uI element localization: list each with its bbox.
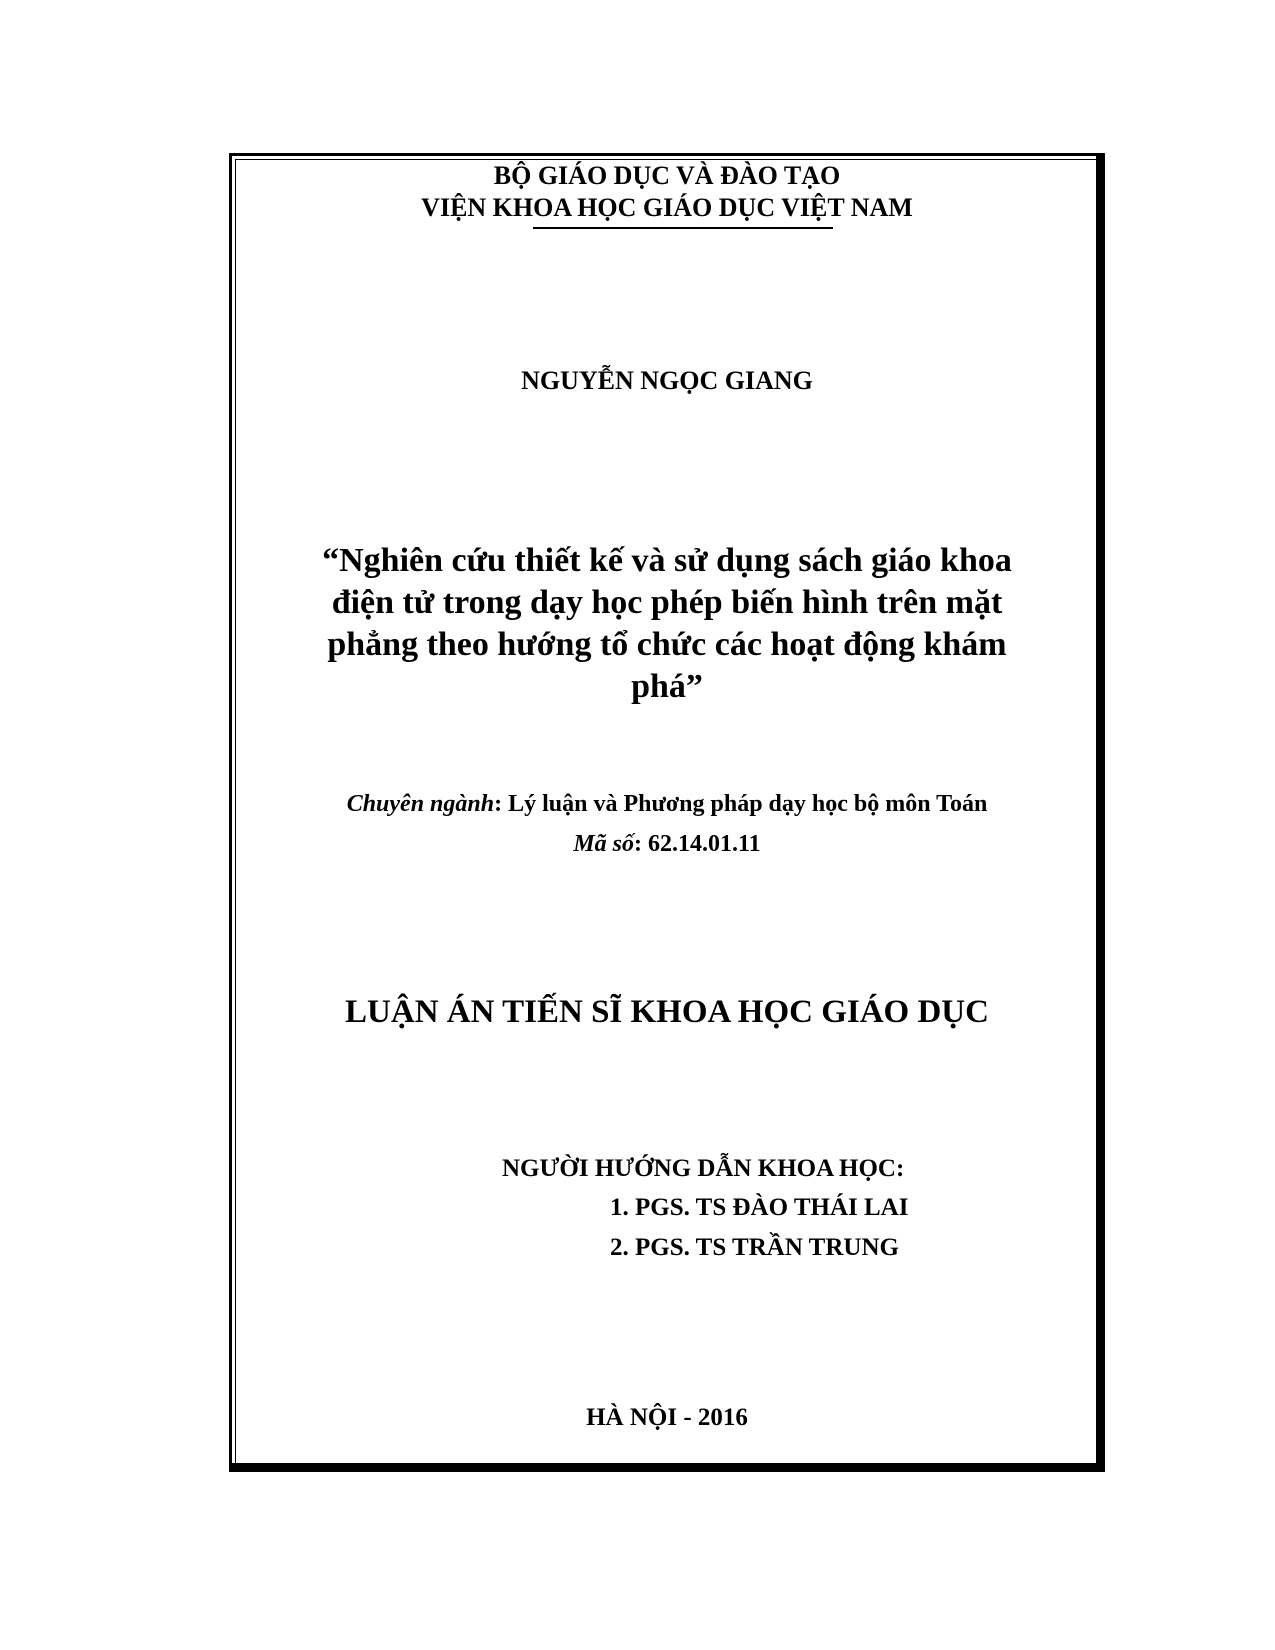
thesis-title-line-2: điện tử trong dạy học phép biến hình trên mặt <box>331 584 1003 621</box>
specialization-value: : Lý luận và Phương pháp dạy học bộ môn Toán <box>494 791 988 817</box>
institute-name: VIỆN KHOA HỌC GIÁO DỤC VIỆT NAM <box>421 193 913 222</box>
degree-title: LUẬN ÁN TIẾN SĨ KHOA HỌC GIÁO DỤC <box>345 994 989 1030</box>
program-code <box>229 829 1105 859</box>
header-underline <box>533 227 833 229</box>
supervisor-1: 1. PGS. TS ĐÀO THÁI LAI <box>610 1194 909 1221</box>
ministry-name: BỘ GIÁO DỤC VÀ ĐÀO TẠO <box>493 161 841 190</box>
program-code-label: Mã số <box>573 831 634 857</box>
thesis-title-line-1: “Nghiên cứu thiết kế và sử dụng sách giáo khoa <box>322 542 1012 579</box>
thesis-title-line-3: phẳng theo hướng tổ chức các hoạt động khám <box>327 626 1007 663</box>
program-code-value: : 62.14.01.11 <box>634 831 761 857</box>
supervisors-heading: NGƯỜI HƯỚNG DẪN KHOA HỌC: <box>502 1155 905 1182</box>
thesis-title-line-4: phá” <box>631 668 703 705</box>
author-name: NGUYỄN NGỌC GIANG <box>521 366 813 395</box>
specialization <box>229 789 1105 819</box>
specialization-label: Chuyên ngành <box>346 791 495 817</box>
supervisor-2: 2. PGS. TS TRẦN TRUNG <box>610 1234 899 1261</box>
place-year: HÀ NỘI - 2016 <box>586 1404 748 1431</box>
